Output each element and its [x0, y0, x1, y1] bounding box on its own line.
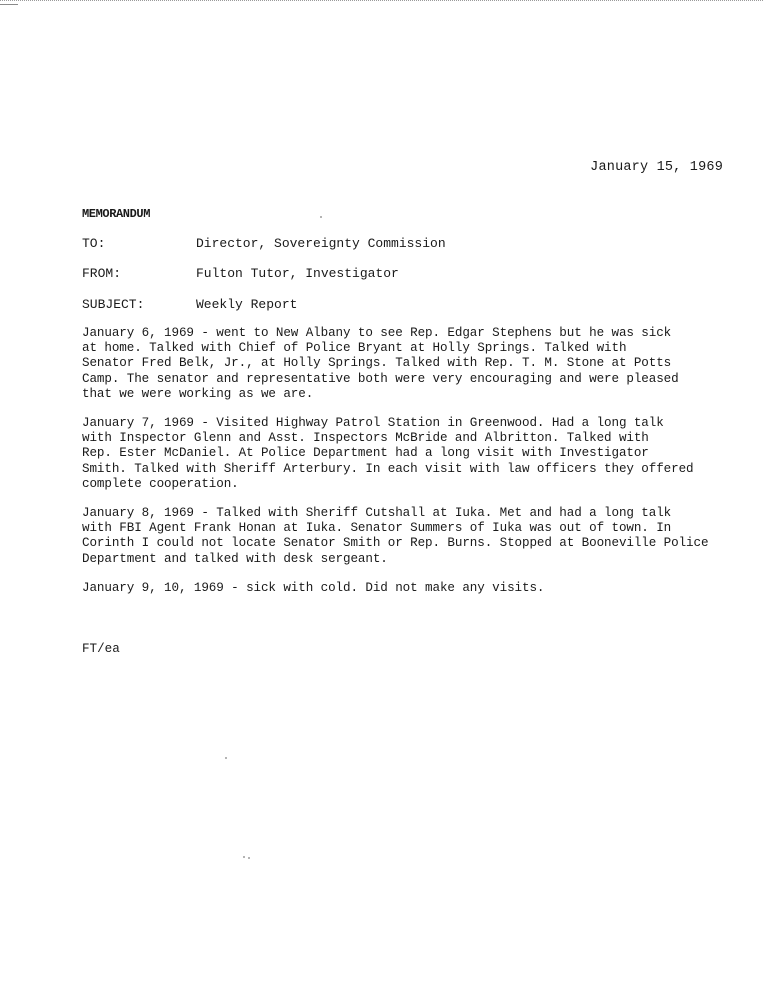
from-value: Fulton Tutor, Investigator: [196, 266, 399, 281]
to-row: [82, 236, 446, 251]
to-label: TO:: [82, 236, 106, 251]
subject-value: Weekly Report: [196, 297, 298, 312]
from-row: [82, 266, 399, 281]
report-paragraph-jan7: January 7, 1969 - Visited Highway Patrol Station in Greenwood. Had a long talk with Inspector Glenn and Asst. Inspectors McBride and Albritton. Talked with Rep. Ester McDaniel. At Police Department had a long visit with Investigator Smith. Talked with Sheriff Arterbury. In each visit with law officers they offered complete cooperation.: [82, 416, 694, 491]
scan-speck: [243, 856, 245, 858]
scan-speck: [320, 216, 322, 218]
scan-edge-left: [0, 4, 18, 7]
memo-date: January 15, 1969: [590, 160, 723, 175]
scan-speck: [248, 857, 250, 859]
subject-row: [82, 297, 297, 312]
scan-speck: [225, 757, 227, 759]
subject-label: SUBJECT:: [82, 297, 145, 312]
memo-title: MEMORANDUM: [82, 207, 151, 221]
scan-edge-top: [0, 0, 763, 4]
report-paragraph-jan8: January 8, 1969 - Talked with Sheriff Cutshall at Iuka. Met and had a long talk with FBI Agent Frank Honan at Iuka. Senator Summers of Iuka was out of town. In Corinth I could not locate Senator Smith or Rep. Burns. Stopped at Booneville Police Department and talked with desk sergeant.: [82, 506, 709, 566]
report-paragraph-jan6: January 6, 1969 - went to New Albany to see Rep. Edgar Stephens but he was sick at home. Talked with Chief of Police Bryant at Holly Springs. Talked with Senator Fred Belk, Jr., at Holly Springs. Talked with Rep. T. M. Stone at Potts Camp. The senator and representative both were very encouraging and were pleased that we were working as we are.: [82, 326, 679, 401]
typist-initials: FT/ea: [82, 642, 120, 656]
report-paragraph-jan9-10: January 9, 10, 1969 - sick with cold. Did not make any visits.: [82, 581, 545, 595]
from-label: FROM:: [82, 266, 122, 281]
to-value: Director, Sovereignty Commission: [196, 236, 446, 251]
